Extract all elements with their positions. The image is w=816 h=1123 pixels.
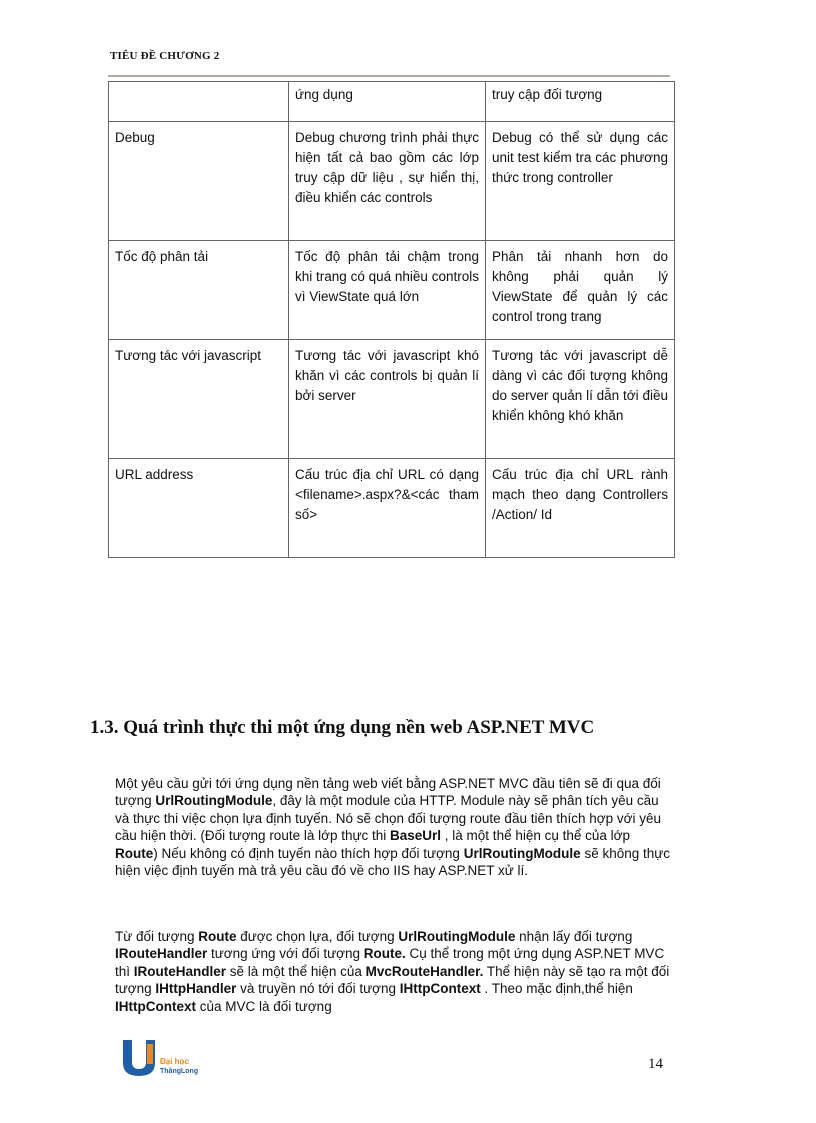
- text-run: tương ứng với đối tượng: [207, 946, 364, 962]
- bold-term: UrlRoutingModule: [155, 793, 273, 809]
- webforms-cell: Cấu trúc địa chỉ URL có dạng <filename>.aspx?&<các tham số>: [289, 459, 486, 558]
- text-run: được chọn lựa, đối tượng: [236, 929, 399, 944]
- text-run: nhận lấy đối tượng: [515, 929, 633, 944]
- bold-term: IHttpContext: [399, 981, 481, 997]
- bold-term: MvcRouteHandler.: [365, 963, 484, 979]
- section-heading: 1.3. Quá trình thực thi một ứng dụng nền web ASP.NET MVC: [90, 717, 595, 738]
- feature-cell: Tốc độ phân tải: [109, 241, 289, 340]
- header-rule: [108, 75, 670, 77]
- text-run: sẽ là một thể hiện của: [226, 963, 366, 979]
- mvc-cell: Phân tải nhanh hơn do không phải quản lý ViewState để quản lý các control trong trang: [486, 241, 675, 340]
- text-run: Từ đối tượng: [115, 929, 199, 944]
- feature-cell: [109, 82, 289, 122]
- mvc-cell: Tương tác với javascript dễ dàng vì các đối tượng không do server quản lí dẫn tới điều khiển không khó khăn: [486, 340, 675, 459]
- table-row: [109, 241, 675, 340]
- mvc-cell: Debug có thể sử dụng các unit test kiểm tra các phương thức trong controller: [486, 122, 675, 241]
- webforms-cell: Tương tác với javascript khó khăn vì các controls bị quản lí bởi server: [289, 340, 486, 459]
- mvc-cell: Cấu trúc địa chỉ URL rành mạch theo dạng Controllers /Action/ Id: [486, 459, 675, 558]
- text-run: của MVC là đối tượng: [196, 998, 332, 1014]
- text-run: Cụ thể trong một ứng dụng ASP.NET MVC thì: [115, 946, 665, 979]
- feature-cell: Debug: [109, 122, 289, 241]
- webforms-cell: Debug chương trình phải thực hiện tất cả bao gồm các lớp truy cập dữ liệu , sự hiển thị, điều khiển các controls: [289, 122, 486, 241]
- logo-text-bottom: ThăngLong: [160, 1068, 199, 1075]
- feature-cell: URL address: [109, 459, 289, 558]
- bold-term: Route: [198, 929, 237, 944]
- bold-term: Route.: [363, 946, 406, 962]
- bold-term: IRouteHandler: [133, 963, 227, 979]
- text-run: Thể hiện này sẽ tạo ra một đối tượng: [115, 963, 670, 997]
- bold-term: UrlRoutingModule: [463, 845, 581, 861]
- table-row: [109, 122, 675, 241]
- text-run: ) Nếu không có định tuyến nào thích hợp đối tượng: [153, 845, 464, 861]
- webforms-cell: ứng dụng: [289, 82, 486, 122]
- chapter-header-title: TIÊU ĐỀ CHƯƠNG 2: [110, 50, 220, 62]
- bold-term: UrlRoutingModule: [398, 929, 516, 944]
- text-run: sẽ không thực hiện việc định tuyến mà trả yêu cầu đó về cho IIS hay ASP.NET xử lí.: [115, 845, 671, 879]
- bold-term: IHttpHandler: [155, 981, 237, 997]
- logo-accent-bar: [147, 1044, 153, 1064]
- university-logo: [120, 1038, 210, 1078]
- text-run: Một yêu cầu gửi tới ứng dụng nền tảng web viết bằng ASP.NET MVC đầu tiên sẽ đi qua đối tượng: [115, 776, 661, 809]
- logo-text-top: Đại học: [160, 1057, 189, 1066]
- bold-term: IRouteHandler: [115, 946, 208, 962]
- mvc-cell: truy cập đối tượng: [486, 82, 675, 122]
- text-run: , là một thể hiện cụ thể của lớp: [441, 828, 631, 844]
- webforms-cell: Tốc độ phân tải chậm trong khi trang có quá nhiều controls vì ViewState quá lớn: [289, 241, 486, 340]
- feature-cell: Tương tác với javascript: [109, 340, 289, 459]
- comparison-table: [108, 81, 675, 558]
- bold-term: BaseUrl: [390, 828, 442, 844]
- table-row: [109, 82, 675, 122]
- text-run: . Theo mặc định,thể hiện: [480, 981, 633, 997]
- bold-term: Route: [115, 845, 154, 861]
- paragraph-route-handler: [115, 928, 675, 1015]
- text-run: , đây là một module của HTTP. Module này sẽ phân tích yêu cầu và thực thi việc chọn lựa định tuyến. Nó sẽ chọn đối tượng route đầu tiên thích hợp với yêu cầu hiện thời. (Đối tượng route là lớp thực thi: [115, 793, 661, 844]
- table-row: [109, 340, 675, 459]
- text-run: và truyền nó tới đối tượng: [236, 981, 400, 997]
- paragraph-routing-module: [115, 775, 675, 879]
- bold-term: IHttpContext: [115, 998, 196, 1014]
- page-number: 14: [648, 1056, 663, 1072]
- table-row: [109, 459, 675, 558]
